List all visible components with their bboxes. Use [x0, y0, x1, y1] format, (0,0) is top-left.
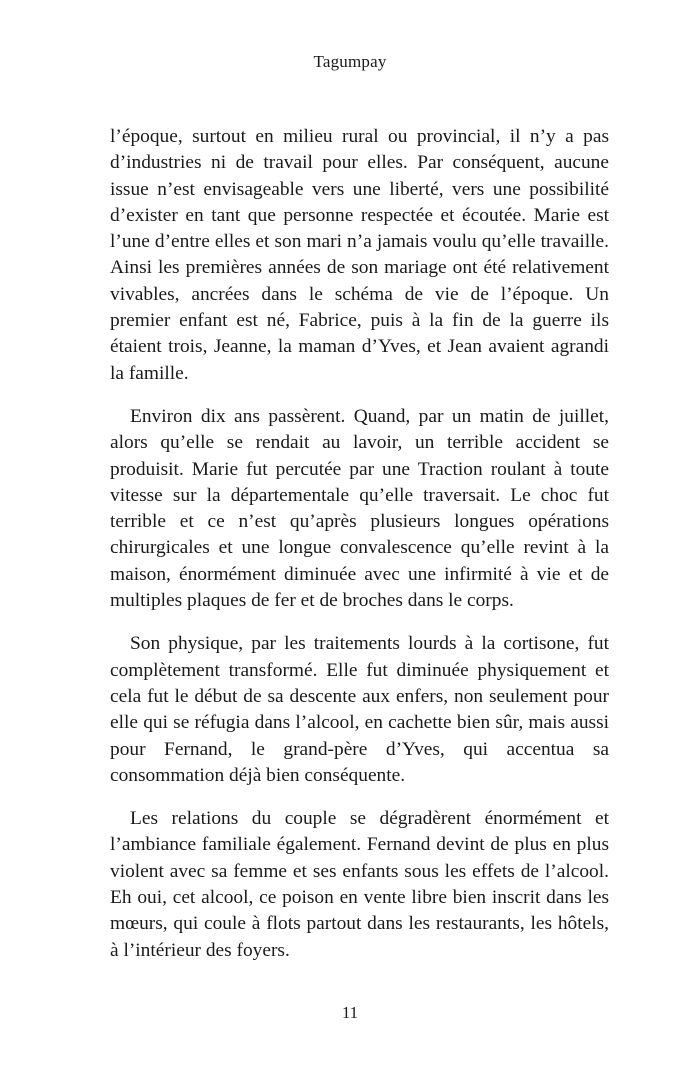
paragraph: Les relations du couple se dégradèrent énormément et l’ambiance familiale également. Fernand devint de plus en plus violent avec sa femme et ses enfants sous les effets de l’alcool. Eh oui, cet alcool, ce poison en vente libre bien inscrit dans les mœurs, qui coule à flots partout dans les restaurants, les hôtels, à l’intérieur des foyers. [110, 808, 609, 961]
paragraph: Son physique, par les traitements lourds à la cortisone, fut complètement transformé. Elle fut diminuée physiquement et cela fut le début de sa descente aux enfers, non seulement pour elle qui se réfugia dans l’alcool, en cachette bien sûr, mais aussi pour Fernand, le grand-père d’Yves, qui accentua sa consommation déjà bien conséquente. [110, 633, 609, 786]
paragraph-continued: l’époque, surtout en milieu rural ou provincial, il n’y a pas d’industries ni de travail pour elles. Par conséquent, aucune issue n’est envisageable vers une liberté, vers une possibilité d’exister en tant que personne respectée et écoutée. Marie est l’une d’entre elles et son mari n’a jamais voulu qu’elle travaille. Ainsi les premières années de son mariage ont été relativement vivables, ancrées dans le schéma de vie de l’époque. Un premier enfant est né, Fabrice, puis à la fin de la guerre ils étaient trois, Jeanne, la maman d’Yves, et Jean avaient agrandi la famille. [110, 126, 609, 384]
running-title: Tagumpay [313, 52, 387, 71]
page-number: 11 [341, 1003, 359, 1022]
paragraph: Environ dix ans passèrent. Quand, par un matin de juillet, alors qu’elle se rendait au lavoir, un terrible accident se produisit. Marie fut percutée par une Traction roulant à toute vitesse sur la départementale qu’elle traversait. Le choc fut terrible et ce n’est qu’après plusieurs longues opérations chirurgicales et une longue convalescence qu’elle revint à la maison, énormément diminuée avec une infirmité à vie et de multiples plaques de fer et de broches dans le corps. [110, 405, 609, 612]
body-text [110, 124, 609, 981]
